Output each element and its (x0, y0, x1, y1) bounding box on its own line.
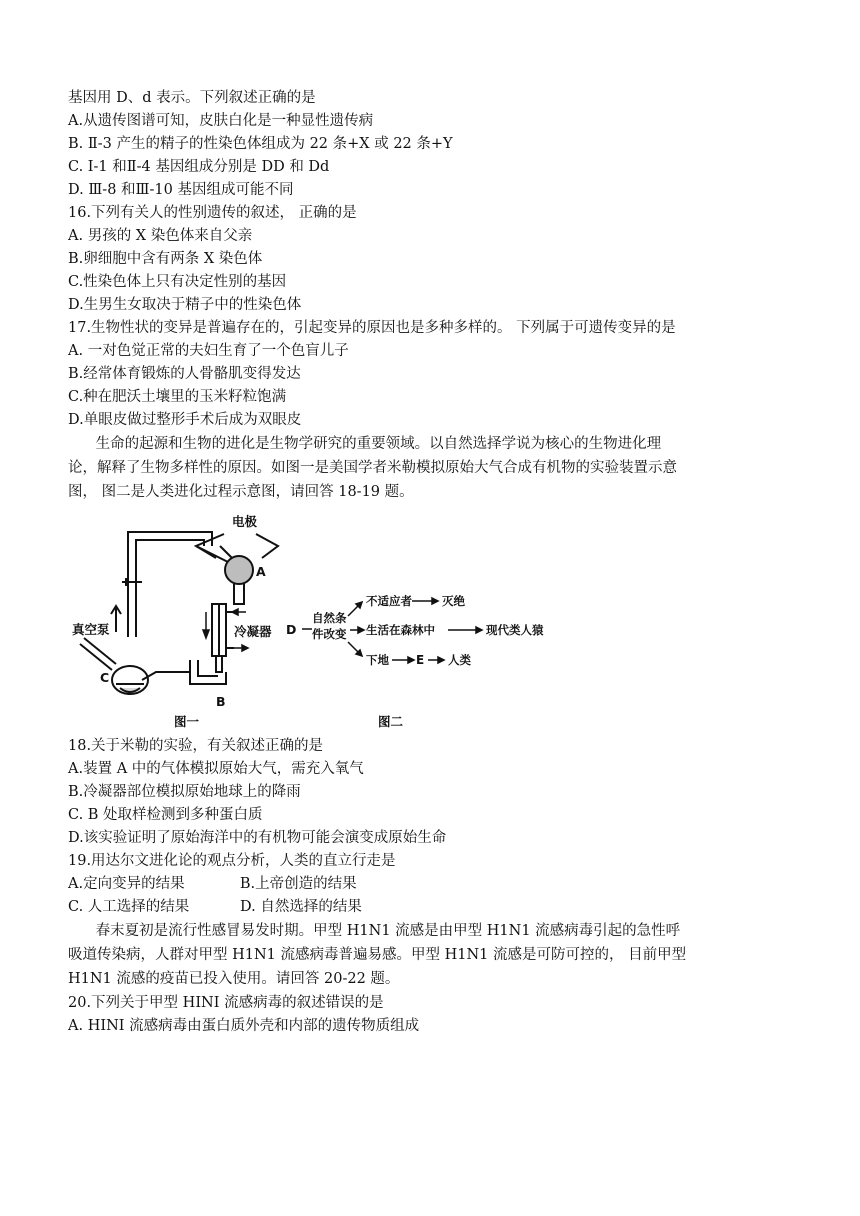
option-line: A. 一对色觉正常的夫妇生育了一个色盲儿子 (68, 343, 349, 359)
passage-line: 吸道传染病，人群对甲型 H1N1 流感病毒普遍易感。甲型 H1N1 流感是可防可控的， 目前甲型 (68, 947, 687, 963)
option-line: B.经常体育锻炼的人骨骼肌变得发达 (68, 366, 301, 382)
label-a: A (256, 564, 266, 579)
label-b: B (216, 694, 226, 709)
option-line: C.种在肥沃土壤里的玉米籽粒饱满 (68, 389, 287, 405)
node-e: E (416, 653, 425, 667)
option-line: C. 人工选择的结果 D. 自然选择的结果 (68, 899, 362, 915)
label-c: C (100, 670, 110, 685)
option-line: A. 男孩的 X 染色体来自父亲 (68, 228, 253, 244)
option-line: D.生男生女取决于精子中的性染色体 (68, 297, 302, 313)
passage-line: 论，解释了生物多样性的原因。如图一是美国学者米勒模拟原始大气合成有机物的实验装置示意 (68, 460, 677, 476)
question-16: 16.下列有关人的性别遗传的叙述， 正确的是 (68, 205, 357, 221)
text-line: 基因用 D、d 表示。下列叙述正确的是 (68, 90, 316, 106)
unfit-label: 不适应者 (366, 594, 412, 608)
option-line: C.性染色体上只有决定性别的基因 (68, 274, 287, 290)
figure-two-caption: 图二 (378, 714, 404, 729)
option-line: D. Ⅲ-8 和Ⅲ-10 基因组成可能不同 (68, 182, 294, 198)
ground-label: 下地 (366, 653, 389, 667)
human-label: 人类 (448, 653, 471, 667)
option-line: D.该实验证明了原始海洋中的有机物可能会演变成原始生命 (68, 830, 447, 846)
question-19: 19.用达尔文进化论的观点分析，人类的直立行走是 (68, 853, 396, 869)
option-line: D.单眼皮做过整形手术后成为双眼皮 (68, 412, 302, 428)
passage-line: 春末夏初是流行性感冒易发时期。甲型 H1N1 流感是由甲型 H1N1 流感病毒引起的急性呼 (68, 923, 681, 939)
option-line: B.冷凝器部位模拟原始地球上的降雨 (68, 784, 301, 800)
figure-one (80, 532, 278, 694)
question-20: 20.下列关于甲型 HINI 流感病毒的叙述错误的是 (68, 995, 384, 1011)
figure-two (286, 594, 544, 729)
figure-one-caption: 图一 (174, 714, 200, 729)
condition-line-1: 自然条 (312, 611, 347, 625)
option-line: A. HINI 流感病毒由蛋白质外壳和内部的遗传物质组成 (68, 1018, 420, 1034)
option-line: C. Ⅰ-1 和Ⅱ-4 基因组成分别是 DD 和 Dd (68, 159, 330, 175)
extinct-label: 灭绝 (442, 594, 465, 608)
option-line: C. B 处取样检测到多种蛋白质 (68, 807, 263, 823)
question-17: 17.生物性状的变异是普遍存在的，引起变异的原因也是多种多样的。 下列属于可遗传变异的是 (68, 320, 676, 336)
vacuum-pump-label: 真空泵 (72, 622, 110, 637)
node-d: D (286, 622, 297, 637)
option-line: A.从遗传图谱可知，皮肤白化是一种显性遗传病 (68, 113, 374, 129)
passage-line: H1N1 流感的疫苗已投入使用。请回答 20-22 题。 (68, 971, 400, 987)
forest-label: 生活在森林中 (366, 623, 435, 637)
passage-line: 生命的起源和生物的进化是生物学研究的重要领域。以自然选择学说为核心的生物进化理 (68, 436, 662, 452)
option-line: B.卵细胞中含有两条 X 染色体 (68, 251, 263, 267)
passage-line: 图， 图二是人类进化过程示意图，请回答 18-19 题。 (68, 484, 414, 500)
question-18: 18.关于米勒的实验，有关叙述正确的是 (68, 738, 324, 754)
electrode-label: 电极 (232, 514, 258, 529)
option-line: A.装置 A 中的气体模拟原始大气，需充入氧气 (68, 761, 364, 777)
figures (66, 512, 566, 734)
option-line: B. Ⅱ-3 产生的精子的性染色体组成为 22 条+X 或 22 条+Y (68, 136, 453, 152)
condition-line-2: 件改变 (312, 627, 347, 641)
condenser-label: 冷凝器 (234, 624, 272, 639)
option-line: A.定向变异的结果 B.上帝创造的结果 (68, 876, 357, 892)
apes-label: 现代类人猿 (486, 623, 544, 637)
